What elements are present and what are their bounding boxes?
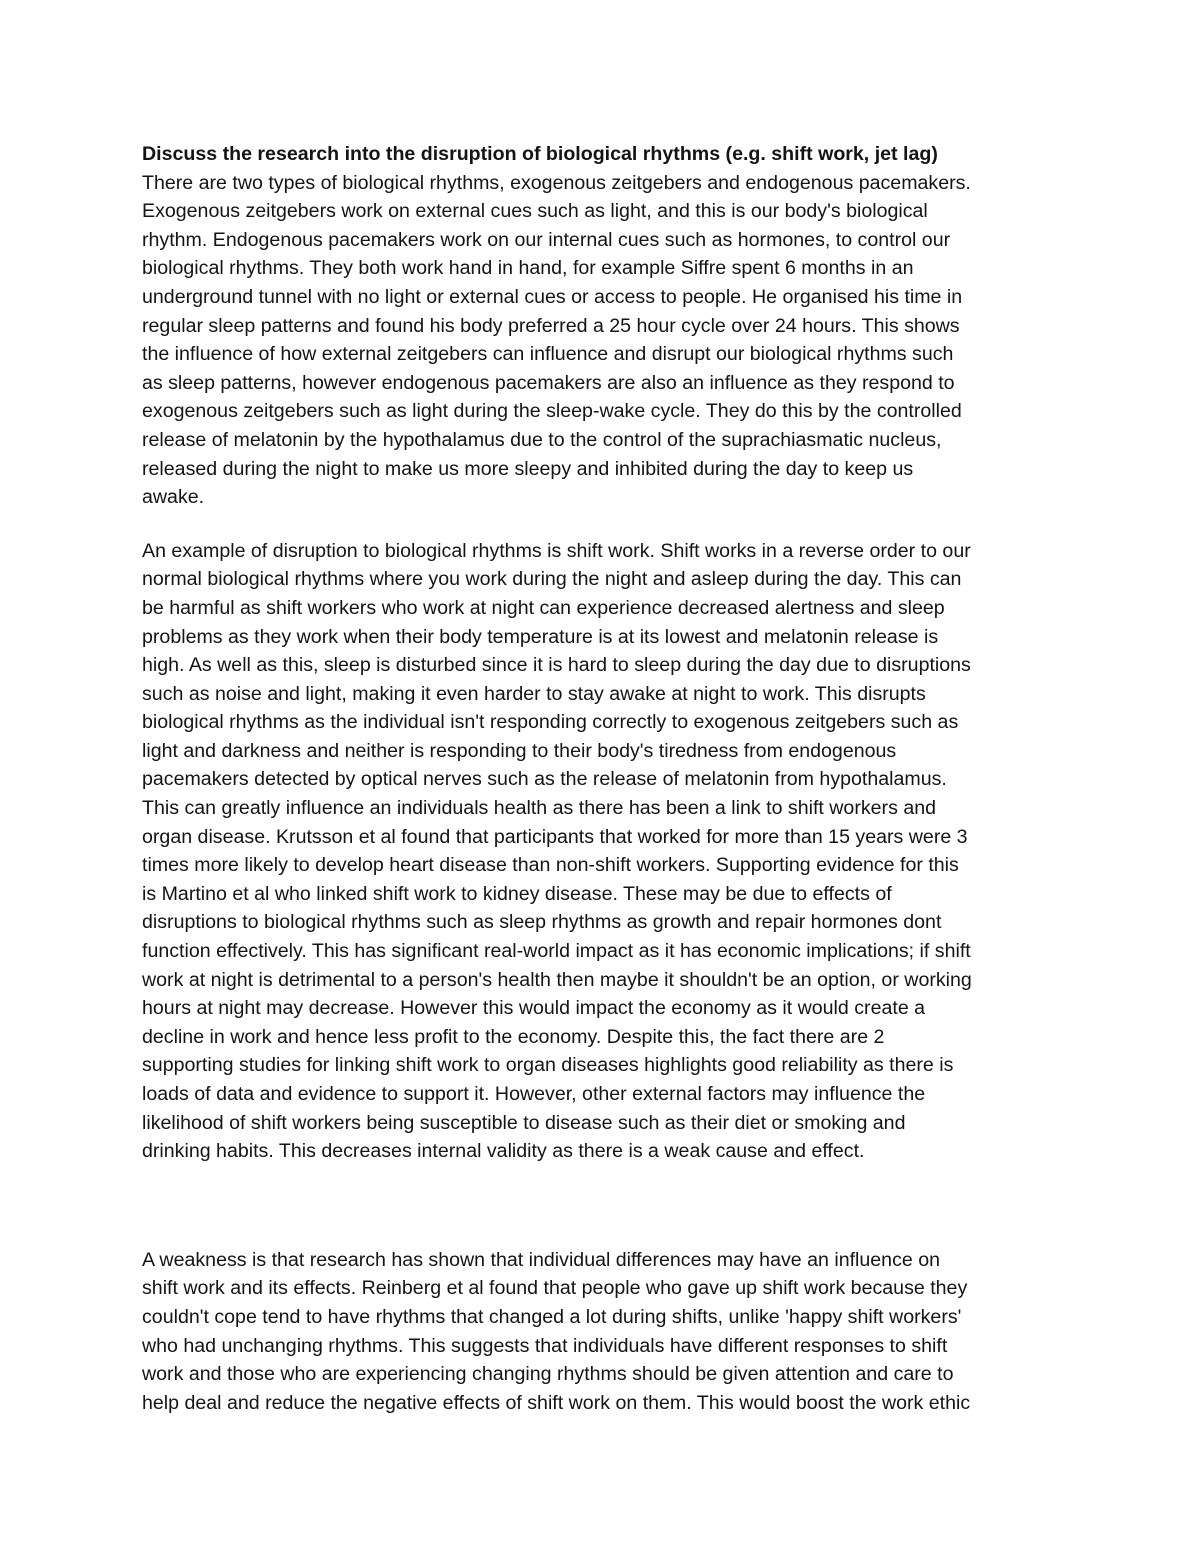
text-line: There are two types of biological rhythms, exogenous zeitgebers and endogenous pacemakers. (142, 171, 971, 194)
text-line: An example of disruption to biological rhythms is shift work. Shift works in a reverse order to our (142, 539, 971, 562)
text-line: likelihood of shift workers being susceptible to disease such as their diet or smoking and (142, 1111, 906, 1134)
text-line: awake. (142, 486, 205, 509)
text-line: exogenous zeitgebers such as light during the sleep-wake cycle. They do this by the controlled (142, 400, 962, 423)
text-line: normal biological rhythms where you work during the night and asleep during the day. This can (142, 568, 962, 591)
text-line: This can greatly influence an individuals health as there has been a link to shift workers and (142, 797, 937, 820)
text-line: who had unchanging rhythms. This suggests that individuals have different responses to shift (142, 1334, 948, 1357)
paragraph-2 (142, 537, 1082, 1166)
text-line: rhythm. Endogenous pacemakers work on our internal cues such as hormones, to control our (142, 228, 951, 251)
text-line: drinking habits. This decreases internal validity as there is a weak cause and effect. (142, 1140, 865, 1163)
text-line: is Martino et al who linked shift work to kidney disease. These may be due to effects of (142, 882, 892, 905)
text-line: as sleep patterns, however endogenous pacemakers are also an influence as they respond to (142, 371, 955, 394)
text-line: hours at night may decrease. However this would impact the economy as it would create a (142, 997, 926, 1020)
text-line: biological rhythms as the individual isn't responding correctly to exogenous zeitgebers such as (142, 711, 959, 734)
paragraph-3 (142, 1246, 1082, 1418)
essay-title: Discuss the research into the disruption of biological rhythms (e.g. shift work, jet lag) (142, 143, 938, 165)
text-line: disruptions to biological rhythms such as sleep rhythms as growth and repair hormones dont (142, 911, 942, 934)
text-line: couldn't cope tend to have rhythms that changed a lot during shifts, unlike 'happy shift workers' (142, 1305, 962, 1328)
text-line: regular sleep patterns and found his body preferred a 25 hour cycle over 24 hours. This shows (142, 314, 960, 337)
text-line: A weakness is that research has shown that individual differences may have an influence on (142, 1248, 941, 1271)
text-line: released during the night to make us more sleepy and inhibited during the day to keep us (142, 457, 914, 480)
text-line: biological rhythms. They both work hand in hand, for example Siffre spent 6 months in an (142, 257, 914, 280)
text-line: Exogenous zeitgebers work on external cues such as light, and this is our body's biological (142, 200, 928, 223)
text-line: pacemakers detected by optical nerves such as the release of melatonin from hypothalamus. (142, 768, 947, 791)
paragraph-1 (142, 169, 1082, 512)
text-line: release of melatonin by the hypothalamus due to the control of the suprachiasmatic nucleus, (142, 428, 942, 451)
text-line: help deal and reduce the negative effects of shift work on them. This would boost the work ethic (142, 1391, 971, 1414)
text-line: times more likely to develop heart disease than non-shift workers. Supporting evidence for this (142, 854, 959, 877)
text-line: function effectively. This has significant real-world impact as it has economic implications; if shift (142, 940, 971, 963)
text-line: the influence of how external zeitgebers can influence and disrupt our biological rhythms such (142, 343, 954, 366)
text-line: work and those who are experiencing changing rhythms should be given attention and care to (142, 1363, 954, 1386)
text-line: organ disease. Krutsson et al found that participants that worked for more than 15 years were 3 (142, 825, 968, 848)
text-line: supporting studies for linking shift work to organ diseases highlights good reliability as there is (142, 1054, 954, 1077)
text-line: underground tunnel with no light or external cues or access to people. He organised his time in (142, 285, 963, 308)
text-line: shift work and its effects. Reinberg et al found that people who gave up shift work because they (142, 1277, 968, 1300)
document-body (142, 140, 1082, 1417)
text-line: light and darkness and neither is responding to their body's tiredness from endogenous (142, 739, 897, 762)
text-line: problems as they work when their body temperature is at its lowest and melatonin release is (142, 625, 939, 648)
text-line: work at night is detrimental to a person's health then maybe it shouldn't be an option, or working (142, 968, 972, 991)
text-line: be harmful as shift workers who work at night can experience decreased alertness and sleep (142, 596, 945, 619)
text-line: decline in work and hence less profit to the economy. Despite this, the fact there are 2 (142, 1025, 885, 1048)
paragraph-spacer (142, 512, 1082, 537)
paragraph-spacer (142, 1166, 1082, 1246)
text-line: loads of data and evidence to support it. However, other external factors may influence the (142, 1083, 926, 1105)
text-line: such as noise and light, making it even harder to stay awake at night to work. This disrupts (142, 682, 926, 705)
text-line: high. As well as this, sleep is disturbed since it is hard to sleep during the day due to disruptions (142, 654, 971, 677)
